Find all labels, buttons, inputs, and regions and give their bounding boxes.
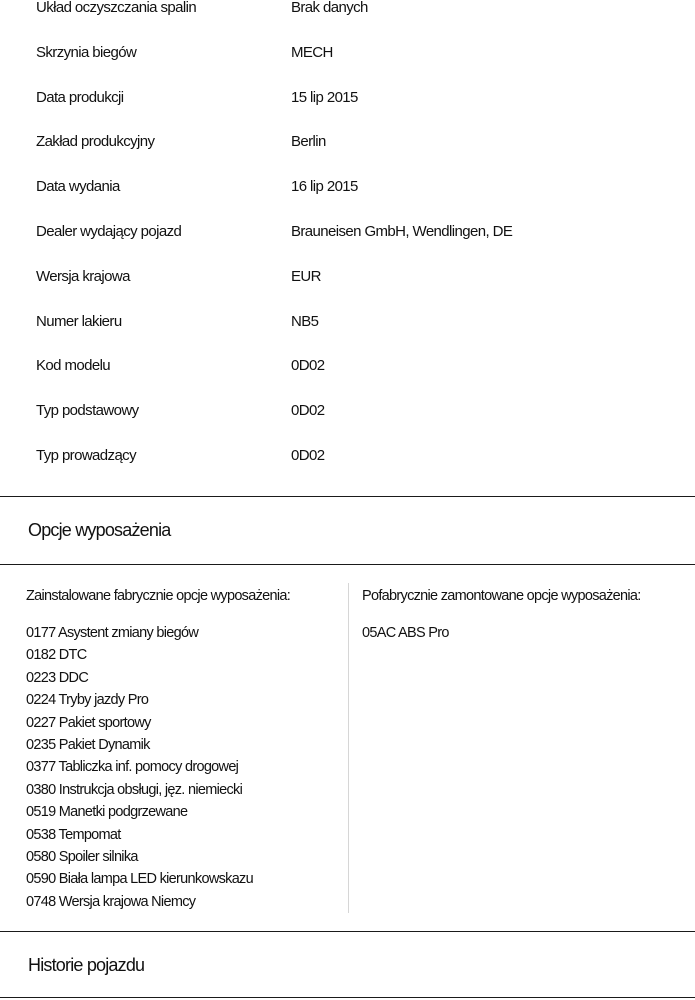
spec-row bbox=[0, 343, 695, 388]
spec-label: Zakład produkcyjny bbox=[36, 133, 155, 151]
spec-label: Data produkcji bbox=[36, 88, 124, 106]
spec-row bbox=[0, 388, 695, 433]
list-item: 0748 Wersja krajowa Niemcy bbox=[26, 893, 196, 910]
factory-options-heading: Zainstalowane fabrycznie opcje wyposażenia: bbox=[26, 588, 291, 604]
list-item: 0538 Tempomat bbox=[26, 826, 121, 843]
spec-value: Berlin bbox=[291, 133, 326, 151]
section-divider bbox=[0, 931, 695, 932]
list-item: 0177 Asystent zmiany biegów bbox=[26, 625, 199, 641]
section-divider bbox=[0, 997, 695, 998]
list-item: 0380 Instrukcja obsługi, jęz. niemiecki bbox=[26, 781, 243, 798]
aftermarket-options-column bbox=[362, 588, 682, 644]
vehicle-spec-table bbox=[0, 0, 695, 478]
list-item: 0519 Manetki podgrzewane bbox=[26, 804, 188, 821]
spec-value: 0D02 bbox=[291, 402, 325, 420]
spec-row bbox=[0, 209, 695, 254]
spec-value: Brauneisen GmbH, Wendlingen, DE bbox=[291, 222, 513, 240]
list-item: 05AC ABS Pro bbox=[362, 625, 449, 641]
spec-row bbox=[0, 254, 695, 299]
spec-label: Układ oczyszczania spalin bbox=[36, 0, 197, 16]
list-item: 0182 DTC bbox=[26, 647, 87, 664]
spec-value: EUR bbox=[291, 267, 321, 285]
list-item: 0227 Pakiet sportowy bbox=[26, 714, 151, 731]
spec-label: Dealer wydający pojazd bbox=[36, 222, 182, 240]
section-divider bbox=[0, 496, 695, 497]
spec-label: Kod modelu bbox=[36, 357, 111, 375]
list-item: 0235 Pakiet Dynamik bbox=[26, 737, 150, 754]
aftermarket-options-list bbox=[362, 622, 682, 644]
spec-label: Typ prowadzący bbox=[36, 446, 136, 464]
spec-label: Numer lakieru bbox=[36, 312, 122, 330]
spec-label: Data wydania bbox=[36, 178, 120, 196]
list-item: 0590 Biała lampa LED kierunkowskazu bbox=[26, 871, 253, 888]
spec-row bbox=[0, 0, 695, 30]
spec-row bbox=[0, 299, 695, 344]
equipment-section-title[interactable]: Opcje wyposażenia bbox=[28, 520, 171, 540]
spec-label: Skrzynia biegów bbox=[36, 43, 137, 61]
spec-row bbox=[0, 433, 695, 478]
spec-row bbox=[0, 119, 695, 164]
factory-options-column bbox=[26, 588, 336, 913]
spec-value: Brak danych bbox=[291, 0, 368, 16]
spec-value: 0D02 bbox=[291, 357, 325, 375]
spec-value: 15 lip 2015 bbox=[291, 88, 358, 106]
spec-row bbox=[0, 164, 695, 209]
aftermarket-options-heading: Pofabrycznie zamontowane opcje wyposażenia: bbox=[362, 588, 641, 604]
list-item: 0224 Tryby jazdy Pro bbox=[26, 692, 149, 709]
factory-options-list bbox=[26, 622, 336, 913]
spec-value: NB5 bbox=[291, 312, 319, 330]
spec-row bbox=[0, 75, 695, 120]
spec-value: 0D02 bbox=[291, 446, 325, 464]
spec-row bbox=[0, 30, 695, 75]
spec-value: MECH bbox=[291, 43, 333, 61]
history-section-title[interactable]: Historie pojazdu bbox=[28, 955, 145, 975]
section-divider bbox=[0, 564, 695, 565]
spec-label: Typ podstawowy bbox=[36, 402, 139, 420]
list-item: 0223 DDC bbox=[26, 669, 89, 686]
spec-label: Wersja krajowa bbox=[36, 267, 130, 285]
column-separator bbox=[348, 583, 349, 913]
list-item: 0377 Tabliczka inf. pomocy drogowej bbox=[26, 759, 239, 776]
list-item: 0580 Spoiler silnika bbox=[26, 849, 138, 866]
spec-value: 16 lip 2015 bbox=[291, 178, 358, 196]
